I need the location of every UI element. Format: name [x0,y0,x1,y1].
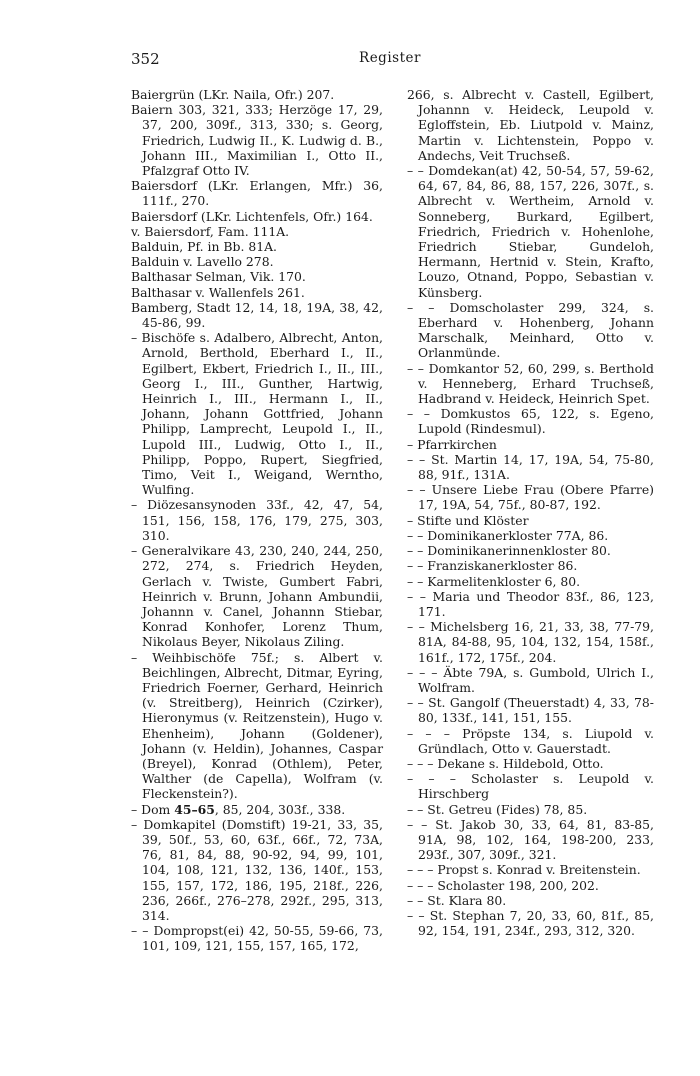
index-entry: – – St. Martin 14, 17, 19A, 54, 75-80, 88, 91f., 131A. [407,451,654,483]
index-entry: v. Baiersdorf, Fam. 111A. [131,223,290,239]
index-entry: Balduin v. Lavello 278. [131,254,274,270]
index-entry: – Stifte und Klöster [407,512,529,528]
index-entry: – – Domscholaster 299, 324, s. Eberhard v. Hohenberg, Johann Marschalk, Meinhard, Otto v. Orlanmünde. [407,299,654,361]
index-entry: – – Domkustos 65, 122, s. Egeno, Lupold (Rindesmul). [407,406,654,437]
index-entry: – Bischöfe s. Adalbero, Albrecht, Anton, Arnold, Berthold, Eberhard I., II., Egilbert, Ekbert, Friedrich I., II., III., Georg I., III., Gunther, Hartwig, Heinrich I., III., Hermann I., II., Johann, Johann Gottfried, Johann Philipp, Lamprecht, Leupold I., II., Lupold III., Ludwig, Otto I., II., Philipp, Poppo, Rupert, Siegfried, Timo, Veit I., Weigand, Werntho, Wulfing. [131,330,383,498]
index-entry: – – Dompropst(ei) 42, 50-55, 59-66, 73, 101, 109, 121, 155, 157, 165, 172, [131,923,383,954]
index-entry: – – Michelsberg 16, 21, 33, 38, 77-79, 81A, 84-88, 95, 104, 132, 154, 158f., 161f., 172, 175f., 204. [407,619,654,665]
index-entry: – – Franziskanerkloster 86. [407,558,578,574]
index-entry: – Generalvikare 43, 230, 240, 244, 250, 272, 274, s. Friedrich Heyden, Gerlach v. Twiste, Gumbert Fabri, Heinrich v. Brunn, Johann Ambundii, Johannn v. Canel, Johannn Stiebar, Konrad Konhofer, Lorenz Thum, Nikolaus Beyer, Nikolaus Ziling. [131,543,383,650]
index-entry: Baiergrün (LKr. Naila, Ofr.) 207. [131,87,335,102]
index-entry: Bamberg, Stadt 12, 14, 18, 19A, 38, 42, 45-86, 99. [131,299,383,331]
index-entry: – – Dominikanerinnenkloster 80. [407,543,611,559]
index-entry: – – St. Getreu (Fides) 78, 85. [407,801,588,817]
index-entry: Balduin, Pf. in Bb. 81A. [131,239,277,255]
index-entry: Baiersdorf (LKr. Erlangen, Mfr.) 36, 111f., 270. [131,178,383,209]
index-entry: – – Dominikanerkloster 77A, 86. [407,527,609,543]
index-entry: – – – Pröpste 134, s. Liupold v. Gründlach, Otto v. Gauerstadt. [407,725,654,756]
index-entry: Balthasar Selman, Vik. 170. [131,269,306,285]
index-entry: – – St. Jakob 30, 33, 64, 81, 83-85, 91A, 98, 102, 164, 198-200, 233, 293f., 307, 309f., 321. [407,816,654,863]
index-entry: Balthasar v. Wallenfels 261. [131,284,305,300]
index-entry: Baiersdorf (LKr. Lichtenfels, Ofr.) 164. [131,208,373,224]
index-entry: – Weihbischöfe 75f.; s. Albert v. Beichlingen, Albrecht, Ditmar, Eyring, Friedrich Foerner, Gerhard, Heinrich (v. Streitberg), Heinrich (Czirker), Hieronymus (v. Reitzenstein), Hugo v. Ehenheim), Johann (Goldener), Johann (v. Heldin), Johannes, Caspar (Breyel), Konrad (Othlem), Peter, Walther (de Capella), Wolfram (v. Fleckenstein?). [131,649,383,802]
index-column-right [407,87,654,938]
index-entry: – Pfarrkirchen [407,436,497,452]
index-entry: – Domkapitel (Domstift) 19-21, 33, 35, 39, 50f., 53, 60, 63f., 66f., 72, 73A, 76, 81, 84, 88, 90-92, 94, 99, 101, 104, 108, 121, 132, 136, 140f., 153, 155, 157, 172, 186, 195, 218f., 226, 236, 266f., 276–278, 292f., 295, 313, 314. [131,816,383,923]
index-entry: – – – Scholaster 198, 200, 202. [407,877,599,893]
index-entry: – – Karmelitenkloster 6, 80. [407,573,581,589]
index-entry: 266, s. Albrecht v. Castell, Egilbert, Johannn v. Heideck, Leupold v. Egloffstein, Eb. Liutpold v. Mainz, Martin v. Lichtenstein, Poppo v. Andechs, Veit Truchseß. [407,87,654,163]
index-entry: – – – Scholaster s. Leupold v. Hirschberg [407,771,654,802]
page-number: 352 [131,50,160,68]
index-entry: Baiern 303, 321, 333; Herzöge 17, 29, 37, 200, 309f., 313, 330; s. Georg, Friedrich, Ludwig II., K. Ludwig d. B., Johann III., Maximilian I., Otto II., Pfalzgraf Otto IV. [131,102,383,179]
index-entry: – – Maria und Theodor 83f., 86, 123, 171. [407,588,654,619]
index-entry: – – – Propst s. Konrad v. Breitenstein. [407,862,641,878]
index-entry: – – – Dekane s. Hildebold, Otto. [407,755,604,771]
index-column-left [131,87,383,954]
index-entry: – – St. Gangolf (Theuerstadt) 4, 33, 78-80, 133f., 141, 151, 155. [407,695,654,726]
index-entry: – – Domkantor 52, 60, 299, s. Berthold v. Henneberg, Erhard Truchseß, Hadbrand v. Heideck, Heinrich Spet. [407,360,654,407]
index-entry: – – Domdekan(at) 42, 50-54, 57, 59-62, 64, 67, 84, 86, 88, 157, 226, 307f., s. Albrecht v. Wertheim, Arnold v. Sonneberg, Burkard, Egilbert, Friedrich, Friedrich v. Hohenlohe, Friedrich Stiebar, Gundeloh, Hermann, Hertnid v. Stein, Krafto, Louzo, Otnand, Poppo, Sebastian v. Künsberg. [407,163,654,300]
index-entry: – – St. Klara 80. [407,892,507,908]
index-entry: – – – Äbte 79A, s. Gumbold, Ulrich I., Wolfram. [407,664,654,695]
index-entry: – – Unsere Liebe Frau (Obere Pfarre) 17, 19A, 54, 75f., 80-87, 192. [407,482,654,513]
index-entry: – Diözesansynoden 33f., 42, 47, 54, 151, 156, 158, 176, 179, 275, 303, 310. [131,497,383,543]
index-entry: – – St. Stephan 7, 20, 33, 60, 81f., 85, 92, 154, 191, 234f., 293, 312, 320. [407,907,654,939]
index-entry: – Dom 45–65, 85, 204, 303f., 338. [131,801,346,817]
running-head: Register [359,50,421,66]
